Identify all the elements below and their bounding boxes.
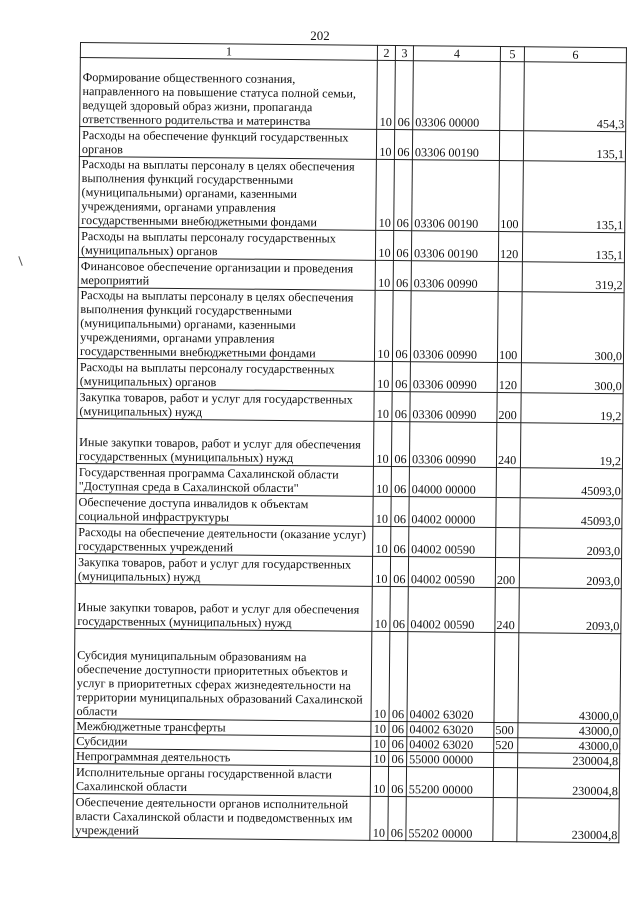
row-code-section: 10 [372,556,390,586]
margin-mark [18,256,22,266]
row-name: Расходы на выплаты персоналу государственных (муниципальных) органов [78,227,375,260]
row-code-subsection: 06 [389,721,407,736]
row-name: Иные закупки товаров, работ и услуг для обеспечения государственных (муниципальных) нужд [76,418,373,466]
row-code-section: 10 [371,631,390,721]
row-code-subsection: 06 [390,557,408,587]
column-header: 4 [413,46,500,62]
row-code-section: 10 [370,766,388,796]
row-code-expense [499,131,523,161]
table-row [76,493,622,528]
column-header: 3 [395,46,413,61]
row-code-expense: 100 [497,292,522,363]
row-code-section: 10 [373,421,391,466]
row-amount: 135,1 [523,161,626,233]
row-code-article: 04002 00590 [408,557,495,588]
row-code-expense [496,498,520,528]
table-row [78,227,624,262]
row-code-expense: 200 [495,558,519,588]
table-row [77,388,623,423]
row-code-expense [494,633,519,723]
row-code-subsection: 06 [393,261,411,291]
row-code-expense [494,753,518,768]
table-row [75,553,621,588]
row-amount: 454,3 [524,62,627,132]
row-code-subsection: 06 [391,527,409,557]
row-code-article: 03306 00990 [409,422,496,468]
row-code-section: 10 [371,721,389,736]
row-code-expense: 120 [497,363,521,393]
row-code-section: 10 [370,796,388,840]
row-amount: 135,1 [523,131,625,162]
table-row [76,523,622,558]
row-code-subsection: 06 [393,231,411,261]
row-amount: 300,0 [521,363,623,394]
row-code-section: 10 [374,290,393,361]
row-code-article: 03306 00190 [412,160,500,232]
row-code-subsection: 06 [392,362,410,392]
row-name: Формирование общественного сознания, направленного на повышение статуса полной семьи, ведущей здоровый образ жизни, пропаганда ответственного родительства и материнства [80,58,378,130]
row-amount: 230004,8 [517,768,619,799]
row-code-article: 55202 00000 [406,797,493,842]
row-name: Субсидия муниципальным образованиям на обеспечение доступности приоритетных объектов и услуг в приоритетных сферах жизнедеятельности на территории муниципальных образований Сахалинской области [74,628,372,721]
row-amount: 19,2 [520,423,622,469]
row-amount: 230004,8 [517,798,619,843]
row-code-article: 03306 00000 [413,61,501,131]
row-code-expense: 240 [495,588,519,633]
row-code-article: 04002 63020 [407,737,494,753]
row-amount: 45093,0 [520,498,622,529]
budget-table [72,42,627,843]
row-name: Расходы на выплаты персоналу в целях обеспечения выполнения функций государственными (муниципальными) органами, казенными учреждениями, органами управления государственными внебюджетными фондами [77,287,375,361]
row-amount: 135,1 [522,232,624,263]
row-code-article: 04002 63020 [407,722,494,738]
row-name: Обеспечение доступа инвалидов к объектам социальной инфраструктуры [76,493,373,526]
row-amount: 2093,0 [519,558,621,589]
row-code-subsection: 06 [394,160,413,231]
row-name: Непрограммная деятельность [74,748,371,766]
column-header: 1 [80,43,377,61]
row-code-expense: 520 [494,738,518,753]
column-header: 2 [377,45,395,60]
row-amount: 300,0 [521,292,624,364]
row-code-expense [496,468,520,498]
page-number: 202 [310,28,330,43]
row-name: Обеспечение деятельности органов исполнительной власти Сахалинской области и подведомственных им учреждений [73,793,370,840]
row-code-expense [498,262,522,292]
row-code-expense: 100 [499,161,524,232]
row-code-expense [496,528,520,558]
row-name: Межбюджетные трансферты [74,718,371,736]
row-name: Финансовое обеспечение организации и проведения мероприятий [78,257,375,290]
row-code-expense [500,62,525,131]
row-code-subsection: 06 [395,61,414,130]
row-code-subsection: 06 [388,796,406,840]
row-code-article: 55000 00000 [407,752,494,768]
row-amount: 43000,0 [518,723,620,739]
row-code-subsection: 06 [388,766,406,796]
row-amount: 2093,0 [519,588,621,634]
row-code-article: 03306 00190 [411,231,498,262]
column-header: 6 [524,47,626,63]
row-code-subsection: 06 [394,130,412,160]
row-code-section: 10 [376,159,395,230]
column-header: 5 [500,47,524,62]
row-amount: 43000,0 [518,633,621,724]
row-amount: 45093,0 [520,468,622,499]
row-code-article: 04002 00000 [409,497,496,528]
row-code-section: 10 [376,129,394,159]
row-amount: 2093,0 [520,528,622,559]
row-code-expense: 200 [497,393,521,423]
row-code-subsection: 06 [391,467,409,497]
table-row [73,763,619,798]
row-code-expense: 120 [498,232,522,262]
row-code-section: 10 [375,260,393,290]
row-code-article: 03306 00990 [410,291,498,363]
row-name: Расходы на выплаты персоналу государственных (муниципальных) органов [77,358,374,391]
row-code-section: 10 [374,391,392,421]
table-row [79,156,626,232]
table-row [77,287,624,363]
row-amount: 43000,0 [518,738,620,754]
row-code-expense [493,798,517,842]
row-amount: 319,2 [522,262,624,293]
row-name: Исполнительные органы государственной власти Сахалинской области [73,763,370,796]
row-code-subsection: 06 [390,587,408,632]
budget-table-sheet [72,42,627,843]
row-code-section: 10 [373,526,391,556]
row-code-expense [493,768,517,798]
row-name: Расходы на обеспечение деятельности (оказание услуг) государственных учреждений [76,523,373,556]
row-code-article: 03306 00990 [411,261,498,292]
row-code-article: 55200 00000 [406,767,493,798]
row-code-subsection: 06 [391,497,409,527]
table-row [75,583,621,633]
row-code-subsection: 06 [391,422,409,467]
row-amount: 19,2 [521,393,623,424]
row-name: Закупка товаров, работ и услуг для государственных (муниципальных) нужд [75,553,372,586]
row-code-article: 03306 00190 [412,130,499,161]
row-code-subsection: 06 [392,392,410,422]
table-row [74,628,621,723]
row-code-subsection: 06 [389,751,407,766]
row-code-section: 10 [372,586,390,631]
row-code-article: 04002 00590 [408,587,495,633]
row-name: Расходы на выплаты персоналу в целях обеспечения выполнения функций государственными (муниципальными) органами, казенными учреждениями, органами управления государственными внебюджетными фондами [79,156,377,230]
row-name: Субсидии [74,733,371,751]
row-code-expense: 240 [496,423,520,468]
row-code-article: 03306 00990 [410,392,497,423]
row-code-section: 10 [373,496,391,526]
table-row [77,358,623,393]
row-code-subsection: 06 [392,291,411,362]
row-name: Иные закупки товаров, работ и услуг для обеспечения государственных (муниципальных) нужд [75,583,372,631]
table-row [76,463,622,498]
row-code-article: 04000 00000 [409,467,496,498]
row-code-section: 10 [371,751,389,766]
budget-table-body [73,43,627,843]
row-name: Расходы на обеспечение функций государственных органов [79,127,376,160]
row-code-article: 03306 00990 [410,362,497,393]
row-code-expense: 500 [494,723,518,738]
row-name: Закупка товаров, работ и услуг для государственных (муниципальных) нужд [77,388,374,421]
table-row [73,793,619,842]
row-code-article: 04002 63020 [407,632,495,723]
row-code-section: 10 [377,60,396,129]
row-code-section: 10 [373,466,391,496]
row-code-subsection: 06 [389,736,407,751]
row-code-section: 10 [371,736,389,751]
row-amount: 230004,8 [518,753,620,769]
row-code-article: 04002 00590 [409,527,496,558]
row-code-section: 10 [375,230,393,260]
row-code-section: 10 [374,361,392,391]
table-row [80,58,627,132]
row-code-subsection: 06 [389,632,408,722]
table-row [76,418,622,468]
row-name: Государственная программа Сахалинской области "Доступная среда в Сахалинской области" [76,463,373,496]
